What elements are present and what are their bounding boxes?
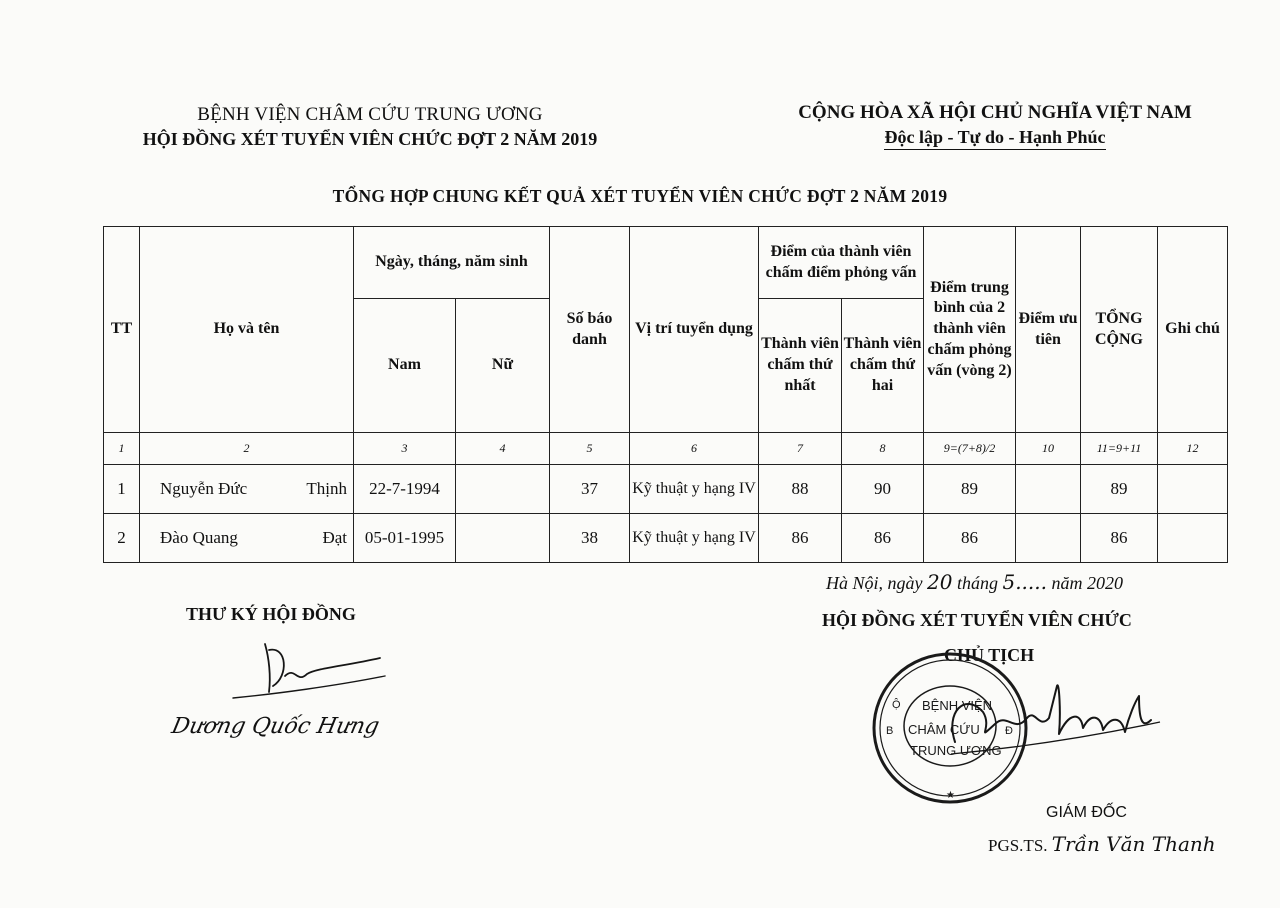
- header-left: [100, 104, 640, 150]
- svg-text:Đ: Đ: [1005, 725, 1013, 737]
- council-name: HỘI ĐỒNG XÉT TUYỂN VIÊN CHỨC ĐỢT 2 NĂM 2019: [142, 129, 598, 149]
- column-number: 8: [842, 433, 924, 465]
- council-title: HỘI ĐỒNG XÉT TUYỂN VIÊN CHỨC: [822, 610, 1132, 630]
- svg-text:★: ★: [946, 790, 955, 801]
- row-first-name: Đào Quang: [140, 514, 286, 563]
- secretary-signature: [225, 636, 395, 706]
- row-average: 89: [924, 465, 1016, 514]
- column-number: 6: [630, 433, 759, 465]
- table-row: [104, 514, 1228, 563]
- hospital-name: BỆNH VIỆN CHÂM CỨU TRUNG ƯƠNG: [197, 104, 543, 125]
- row-female-dob: [456, 465, 550, 514]
- date-month: 5.....: [1002, 570, 1047, 594]
- column-number-row: [104, 433, 1228, 465]
- row-position: Kỹ thuật y hạng IV: [630, 465, 759, 514]
- column-number: 10: [1016, 433, 1081, 465]
- header-name: Họ và tên: [140, 227, 354, 433]
- column-number: 5: [550, 433, 630, 465]
- header-sbd: Số báo danh: [550, 227, 630, 433]
- column-number: 11=9+11: [1081, 433, 1158, 465]
- svg-text:B: B: [886, 725, 894, 737]
- row-male-dob: 05-01-1995: [354, 514, 456, 563]
- header-dob: Ngày, tháng, năm sinh: [354, 227, 550, 299]
- row-member1-score: 86: [759, 514, 842, 563]
- header-male: Nam: [354, 299, 456, 433]
- national-motto: Độc lập - Tự do - Hạnh Phúc: [884, 127, 1105, 150]
- table-row: [104, 465, 1228, 514]
- secretary-title: THƯ KÝ HỘI ĐỒNG: [186, 604, 356, 624]
- result-table: [103, 226, 1228, 563]
- row-last-name: Thịnh: [286, 465, 354, 514]
- national-title: CỘNG HÒA XÃ HỘI CHỦ NGHĨA VIỆT NAM: [798, 102, 1192, 123]
- row-member2-score: 90: [842, 465, 924, 514]
- document-title: TỔNG HỢP CHUNG KẾT QUẢ XÉT TUYỂN VIÊN CHỨC ĐỢT 2 NĂM 2019: [332, 186, 948, 206]
- month-word: tháng: [956, 573, 998, 593]
- header-member1: Thành viên chấm thứ nhất: [759, 299, 842, 433]
- row-member1-score: 88: [759, 465, 842, 514]
- column-number: 1: [104, 433, 140, 465]
- row-first-name: Nguyễn Đức: [140, 465, 286, 514]
- row-total: 89: [1081, 465, 1158, 514]
- header-average: Điểm trung bình của 2 thành viên chấm phỏng vấn (vòng 2): [924, 227, 1016, 433]
- row-sbd: 37: [550, 465, 630, 514]
- svg-text:CHÂM CỨU: CHÂM CỨU: [908, 722, 980, 737]
- date-year: năm 2020: [1051, 573, 1123, 593]
- director-title: GIÁM ĐỐC: [1046, 804, 1127, 821]
- header-female: Nữ: [456, 299, 550, 433]
- column-number: 7: [759, 433, 842, 465]
- row-last-name: Đạt: [286, 514, 354, 563]
- chairman-title: CHỦ TỊCH: [944, 645, 1035, 665]
- header-position: Vị trí tuyển dụng: [630, 227, 759, 433]
- svg-text:Ộ: Ộ: [892, 699, 901, 711]
- place-prefix: Hà Nội, ngày: [826, 573, 923, 593]
- place-date: [826, 570, 1123, 594]
- header-priority: Điểm ưu tiên: [1016, 227, 1081, 433]
- row-priority: [1016, 514, 1081, 563]
- header-interview-group: Điểm của thành viên chấm điểm phỏng vấn: [759, 227, 924, 299]
- header-tt: TT: [104, 227, 140, 433]
- column-number: 9=(7+8)/2: [924, 433, 1016, 465]
- row-total: 86: [1081, 514, 1158, 563]
- date-day: 20: [927, 570, 953, 594]
- director-prefix: PGS.TS.: [988, 836, 1048, 855]
- director-name: [988, 832, 1216, 856]
- row-sbd: 38: [550, 514, 630, 563]
- row-priority: [1016, 465, 1081, 514]
- header-member2: Thành viên chấm thứ hai: [842, 299, 924, 433]
- row-note: [1158, 465, 1228, 514]
- column-number: 2: [140, 433, 354, 465]
- column-number: 4: [456, 433, 550, 465]
- svg-text:TRUNG ƯƠNG: TRUNG ƯƠNG: [910, 743, 1002, 758]
- row-member2-score: 86: [842, 514, 924, 563]
- secretary-name: Dương Quốc Hưng: [169, 714, 382, 739]
- row-tt: 1: [104, 465, 140, 514]
- director-handwritten-name: Trần Văn Thanh: [1051, 832, 1216, 856]
- chairman-signature: [935, 672, 1175, 762]
- header-total: TỔNG CỘNG: [1081, 227, 1158, 433]
- svg-text:BỆNH VIỆN: BỆNH VIỆN: [922, 698, 993, 713]
- row-female-dob: [456, 514, 550, 563]
- header-note: Ghi chú: [1158, 227, 1228, 433]
- column-number: 3: [354, 433, 456, 465]
- row-male-dob: 22-7-1994: [354, 465, 456, 514]
- column-number: 12: [1158, 433, 1228, 465]
- row-position: Kỹ thuật y hạng IV: [630, 514, 759, 563]
- header-right: [770, 102, 1220, 150]
- row-note: [1158, 514, 1228, 563]
- row-tt: 2: [104, 514, 140, 563]
- row-average: 86: [924, 514, 1016, 563]
